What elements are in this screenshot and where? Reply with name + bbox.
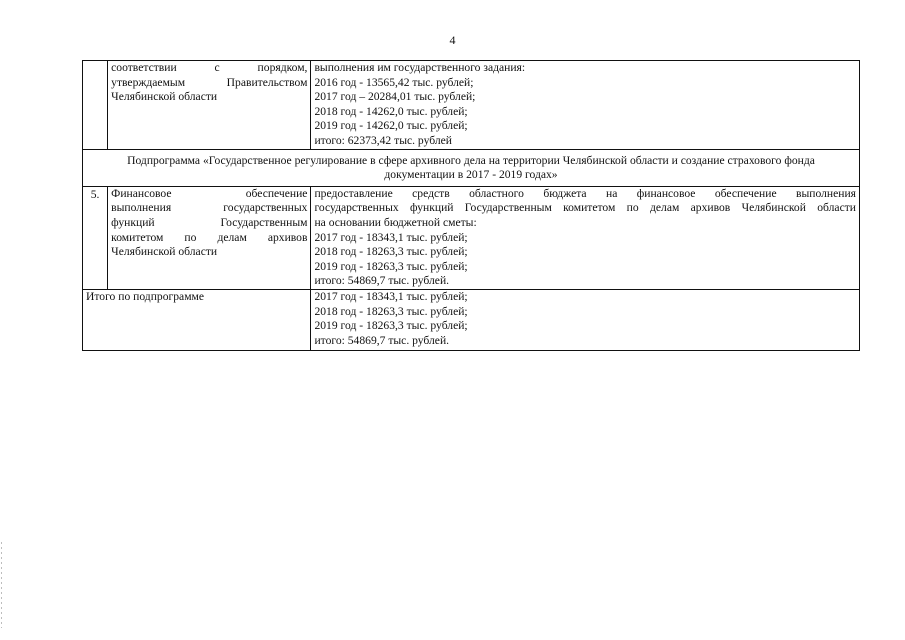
description-line: Финансовое обеспечение — [111, 186, 308, 200]
funding-line: 2018 год - 14262,0 тыс. рублей; — [314, 104, 468, 118]
funding-line: выполнения им государственного задания: — [314, 61, 526, 74]
event-description-cell — [108, 61, 311, 150]
description-line: выполнения государственных — [111, 201, 308, 215]
funding-line: 2017 год – 20284,01 тыс. рублей; — [314, 90, 476, 104]
scan-margin-mark — [1, 542, 2, 628]
funding-line: итого: 54869,7 тыс. рублей. — [314, 274, 450, 288]
funding-line: 2017 год - 18343,1 тыс. рублей; — [314, 230, 468, 244]
funding-cell — [311, 289, 860, 350]
funding-line: итого: 62373,42 тыс. рублей — [314, 133, 452, 147]
funding-line: 2018 год - 18263,3 тыс. рублей; — [314, 304, 468, 318]
funding-cell — [311, 186, 860, 289]
description-line: соответствии с порядком, — [111, 61, 308, 74]
funding-line: 2018 год - 18263,3 тыс. рублей; — [314, 245, 468, 259]
subprogram-heading — [83, 149, 860, 186]
funding-line: 2019 год - 18263,3 тыс. рублей; — [314, 259, 468, 273]
table-row-subprogram — [83, 149, 860, 186]
description-line: Челябинской области — [111, 90, 218, 104]
funding-line: на основании бюджетной сметы: — [314, 215, 477, 229]
description-line: комитетом по делам архивов — [111, 230, 308, 244]
row-number-cell — [83, 61, 108, 150]
table-row-continuation — [83, 61, 860, 150]
funding-line: итого: 54869,7 тыс. рублей. — [314, 333, 450, 347]
funding-line: 2019 год - 14262,0 тыс. рублей; — [314, 119, 468, 133]
funding-line: предоставление средств областного бюджета на финансовое обеспечение выполнения — [314, 186, 856, 200]
description-line: Челябинской области — [111, 245, 218, 259]
subprogram-heading-line: Подпрограмма «Государственное регулирование в сфере архивного дела на территории Челябинской области и создание страхового фонда — [127, 153, 815, 167]
page-number: 4 — [449, 33, 456, 47]
table-row-total — [83, 289, 860, 350]
subprogram-heading-line: документации в 2017 - 2019 годах» — [384, 168, 558, 182]
table-row-5 — [83, 186, 860, 289]
subprogram-total-label: Итого по подпрограмме — [83, 289, 311, 350]
funding-line: 2016 год - 13565,42 тыс. рублей; — [314, 75, 474, 89]
description-line: утверждаемым Правительством — [111, 75, 308, 89]
funding-line: 2019 год - 18263,3 тыс. рублей; — [314, 319, 468, 333]
event-description-cell — [108, 186, 311, 289]
program-funding-table — [82, 60, 860, 351]
description-line: функций Государственным — [111, 215, 308, 229]
row-number-cell: 5. — [83, 186, 108, 289]
funding-cell — [311, 61, 860, 150]
funding-line: государственных функций Государственным комитетом по делам архивов Челябинской области — [314, 201, 856, 215]
funding-line: 2017 год - 18343,1 тыс. рублей; — [314, 289, 468, 303]
